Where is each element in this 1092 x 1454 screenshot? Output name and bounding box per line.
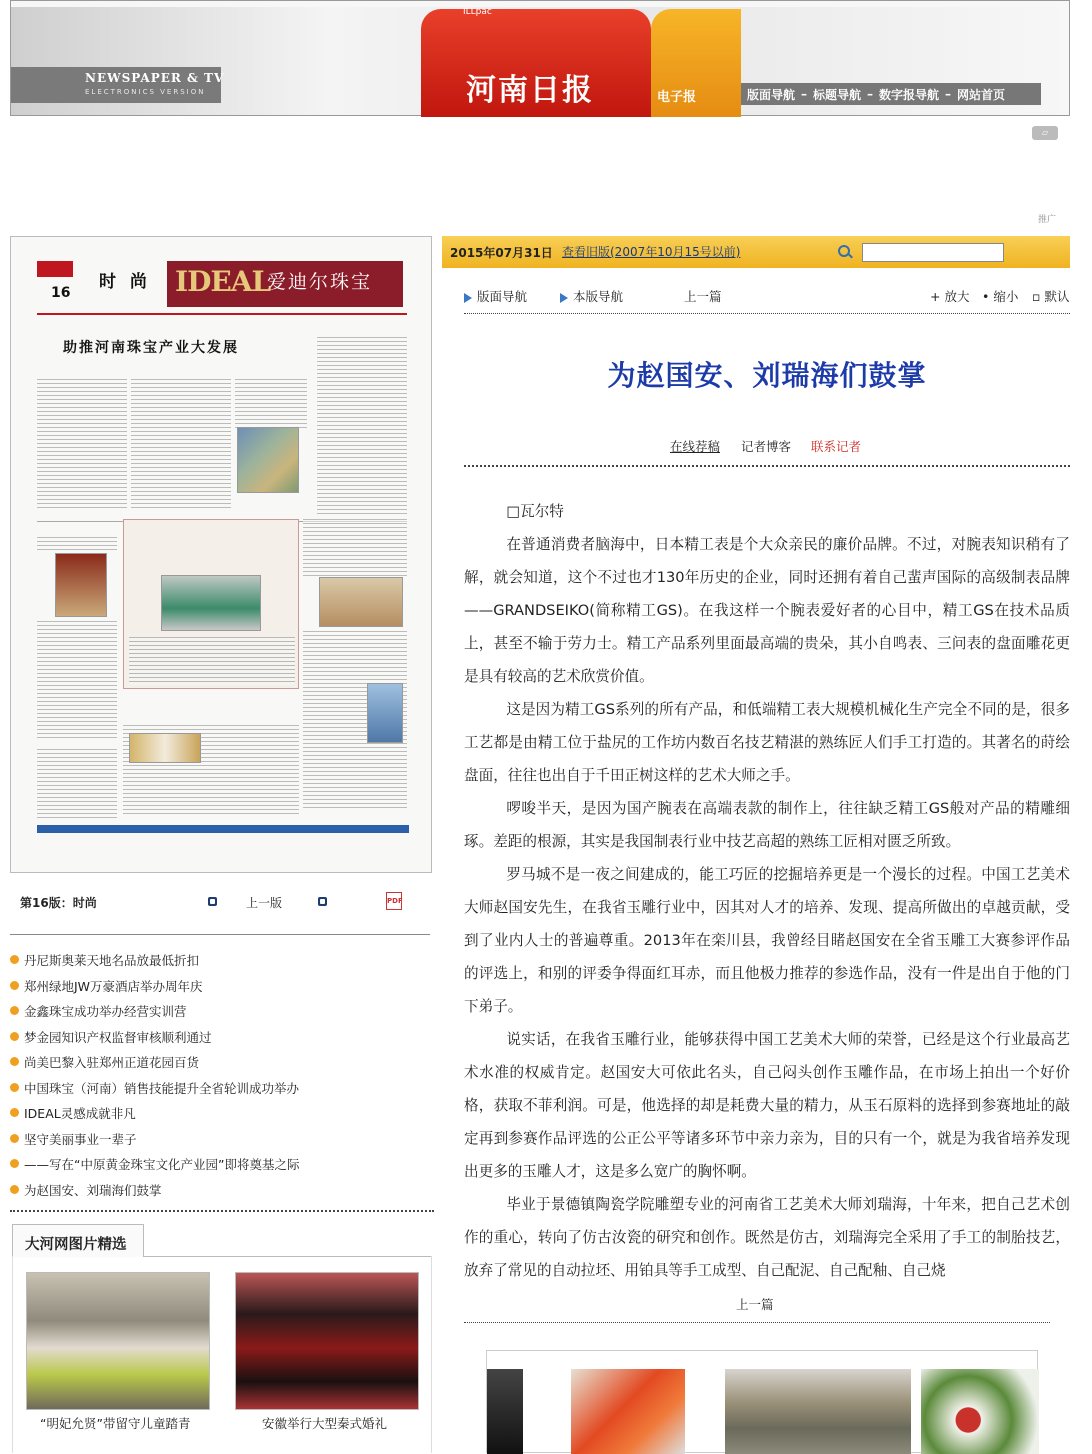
brand-top-mark: ILLpac <box>463 7 492 17</box>
page-title-list <box>10 948 430 1203</box>
newspaper-page-thumbnail[interactable] <box>10 236 432 873</box>
list-item[interactable]: 梦金园知识产权监督审核顺利通过 <box>10 1025 430 1051</box>
prev-article-link[interactable]: 上一篇 <box>684 289 722 304</box>
old-edition-link[interactable]: 查看旧版(2007年10月15号以前) <box>562 245 741 259</box>
related-image[interactable] <box>921 1369 1039 1454</box>
brand-name[interactable]: 河南日报 <box>466 73 594 108</box>
related-image[interactable] <box>725 1369 911 1454</box>
list-item[interactable]: ——写在“中原黄金珠宝文化产业园”即将奠基之际 <box>10 1152 430 1178</box>
related-image[interactable] <box>487 1369 523 1454</box>
page-nav-link[interactable]: 版面导航 <box>464 287 527 305</box>
zoom-default-link[interactable]: ▫ 默认 <box>1032 289 1070 304</box>
related-image[interactable] <box>571 1369 685 1454</box>
nav-site-home[interactable]: 网站首页 <box>957 87 1006 102</box>
ad-logo-icon[interactable]: ▱ <box>1032 126 1058 140</box>
pdf-icon[interactable]: PDF <box>386 892 402 910</box>
article-body <box>464 495 1070 1279</box>
paper-footer-bar <box>37 825 409 833</box>
ad-tag[interactable]: 推广 <box>1038 215 1057 225</box>
list-item[interactable]: 坚守美丽事业一辈子 <box>10 1127 430 1153</box>
paper-section-title: 时 尚 <box>99 272 151 292</box>
article-paragraph: 这是因为精工GS系列的所有产品，和低端精工表大规模机械化生产完全不同的是，很多工艺都是由精工位于盐尻的工作坊内数百名技艺精湛的熟练匠人们手工打造的。其著名的莳绘盘面，往往也出自于千田正树这样的艺术大师之手。 <box>464 701 1070 784</box>
paper-ad-brand: IDEAL <box>175 265 271 298</box>
article-paragraph: 啰唆半天，是因为国产腕表在高端表款的制作上，往往缺乏精工GS般对产品的精雕细琢。差距的根源，其实是我国制表行业中技艺高超的熟练工匠相对匮乏所致。 <box>464 800 1070 850</box>
paper-ad-banner <box>167 261 403 307</box>
gallery-tab[interactable]: 大河网图片精选 <box>12 1224 144 1257</box>
paper-text-column <box>37 621 117 741</box>
paper-page-label: 第16版：时尚 <box>20 896 97 910</box>
article-paragraph: 罗马城不是一夜之间建成的，能工巧匠的挖掘培养更是一个漫长的过程。中国工艺美术大师赵国安先生，在我省玉雕行业中，因其对人才的培养、发现、提高所做出的卓越贡献，受到了业内人士的普遍尊重。2013年在栾川县，我曾经目睹赵国安在全省玉雕工大赛参评作品的评选上，和别的评委争得面红耳赤，而且他极力推荐的参选作品，没有一件是出自于他的门下弟子。 <box>464 866 1070 1015</box>
zoom-in-link[interactable]: + 放大 <box>930 289 970 304</box>
related-images-strip <box>486 1350 1038 1453</box>
gallery-photo[interactable] <box>26 1272 210 1410</box>
paper-text-column <box>129 637 295 685</box>
list-item[interactable]: IDEAL灵感成就非凡 <box>10 1101 430 1127</box>
nav-title-navigation[interactable]: 标题导航 <box>813 87 862 102</box>
byline-dotted-divider <box>464 465 1070 467</box>
arrow-right-icon <box>464 293 472 303</box>
paper-photo <box>129 733 201 763</box>
electronics-version-label: ELECTRONICS VERSION <box>85 88 206 96</box>
paper-masthead-logo <box>37 261 73 277</box>
paper-text-column <box>37 749 117 819</box>
list-item[interactable]: 中国珠宝（河南）销售技能提升全省轮训成功举办 <box>10 1076 430 1102</box>
next-page-icon[interactable] <box>318 897 327 906</box>
paper-headline: 助推河南珠宝产业大发展 <box>63 340 239 356</box>
paper-photo <box>55 553 107 617</box>
left-divider <box>10 934 430 935</box>
prev-article-bottom-link[interactable]: 上一篇 <box>736 1297 774 1312</box>
nav-dotted-divider <box>464 313 1070 315</box>
issue-date: 2015年07月31日 <box>450 246 553 260</box>
paper-text-column <box>235 379 307 429</box>
submit-article-link[interactable]: 在线荐稿 <box>670 439 721 454</box>
this-page-nav-link[interactable]: 本版导航 <box>560 287 623 305</box>
banner-top-strip <box>11 1 1069 7</box>
paper-photo <box>237 427 299 493</box>
site-banner <box>10 0 1070 116</box>
arrow-right-icon <box>560 293 568 303</box>
contact-reporter-link[interactable]: 联系记者 <box>811 439 862 454</box>
paper-text-column <box>37 537 117 553</box>
list-item[interactable]: 尚美巴黎入驻郑州正道花园百货 <box>10 1050 430 1076</box>
paper-rule <box>37 313 407 315</box>
zoom-out-link[interactable]: • 缩小 <box>982 289 1019 304</box>
gallery-caption[interactable]: “明妃允贤”带留守儿童踏青 <box>40 1416 191 1431</box>
article-paragraph: 说实话，在我省玉雕行业，能够获得中国工艺美术大师的荣誉，已经是这个行业最高艺术水准的权威肯定。赵国安大可依此名头，自己闷头创作玉雕作品，在市场上拍出一个好价格，获取不菲利润。可是，他选择的却是耗费大量的精力，从玉石原料的选择到参赛地址的敲定再到参赛作品评选的公正公平等诸多环节中亲力亲为，目的只有一个，就是为我省培养发现出更多的玉雕人才，这是多么宽广的胸怀啊。 <box>464 1031 1070 1180</box>
date-bar <box>442 236 1070 268</box>
newspaper-tv-label: NEWSPAPER & TV <box>85 71 225 85</box>
paper-photo <box>161 575 261 631</box>
paper-text-column <box>317 337 407 517</box>
paper-photo <box>319 577 403 627</box>
search-icon[interactable] <box>838 245 850 257</box>
article-paragraph: 毕业于景德镇陶瓷学院雕塑专业的河南省工艺美术大师刘瑞海，十年来，把自己艺术创作的重心，转向了仿古汝瓷的研究和创作。既然是仿古，刘瑞海完全采用了手工的制胎技艺，放弃了常见的自动拉坯、用铂具等手工成型、自己配泥、自己配釉、自己烧 <box>464 1196 1070 1279</box>
list-item[interactable]: 为赵国安、刘瑞海们鼓掌 <box>10 1178 430 1204</box>
left-dotted-divider <box>10 1210 434 1212</box>
prev-page-link[interactable]: 上一版 <box>246 896 283 910</box>
paper-page-number: 16 <box>51 285 71 301</box>
bottom-dotted-divider <box>464 1322 1050 1324</box>
list-item[interactable]: 丹尼斯奥莱天地名品放最低折扣 <box>10 948 430 974</box>
paper-text-column <box>37 379 127 509</box>
prev-page-icon[interactable] <box>208 897 217 906</box>
nav-digital-navigation[interactable]: 数字报导航 <box>879 87 940 102</box>
list-item[interactable]: 金鑫珠宝成功举办经营实训营 <box>10 999 430 1025</box>
paper-text-column <box>131 379 231 509</box>
reporter-blog-link[interactable]: 记者博客 <box>741 439 792 454</box>
epaper-label: 电子报 <box>657 90 697 105</box>
paper-ad-cn: 爱迪尔珠宝 <box>267 271 373 293</box>
paper-photo <box>367 683 403 743</box>
search-input[interactable] <box>862 243 1004 262</box>
paper-text-column <box>303 519 407 579</box>
paper-page-bar <box>10 888 432 916</box>
article-paragraph: 在普通消费者脑海中，日本精工表是个大众亲民的廉价品牌。不过，对腕表知识稍有了解，就会知道，这个不过也才130年历史的企业，同时还拥有着自己蜚声国际的高级制表品牌——GRANDSEIKO(简称精工GS)。在我这样一个腕表爱好者的心目中，精工GS在技术品质上，甚至不输于劳力士。精工产品系列里面最高端的贵朵，其小自鸣表、三问表的盘面雕花更是具有较高的艺术欣赏价值。 <box>464 536 1070 685</box>
article-author: □瓦尔特 <box>506 503 564 520</box>
article-title: 为赵国安、刘瑞海们鼓掌 <box>607 359 927 392</box>
nav-page-navigation[interactable]: 版面导航 <box>747 87 796 102</box>
list-item[interactable]: 郑州绿地JW万豪酒店举办周年庆 <box>10 974 430 1000</box>
gallery-photo[interactable] <box>235 1272 419 1410</box>
gallery-caption[interactable]: 安徽举行大型秦式婚礼 <box>262 1416 388 1431</box>
banner-nav: 版面导航 – 标题导航 – 数字报导航 – 网站首页 <box>741 83 1041 105</box>
